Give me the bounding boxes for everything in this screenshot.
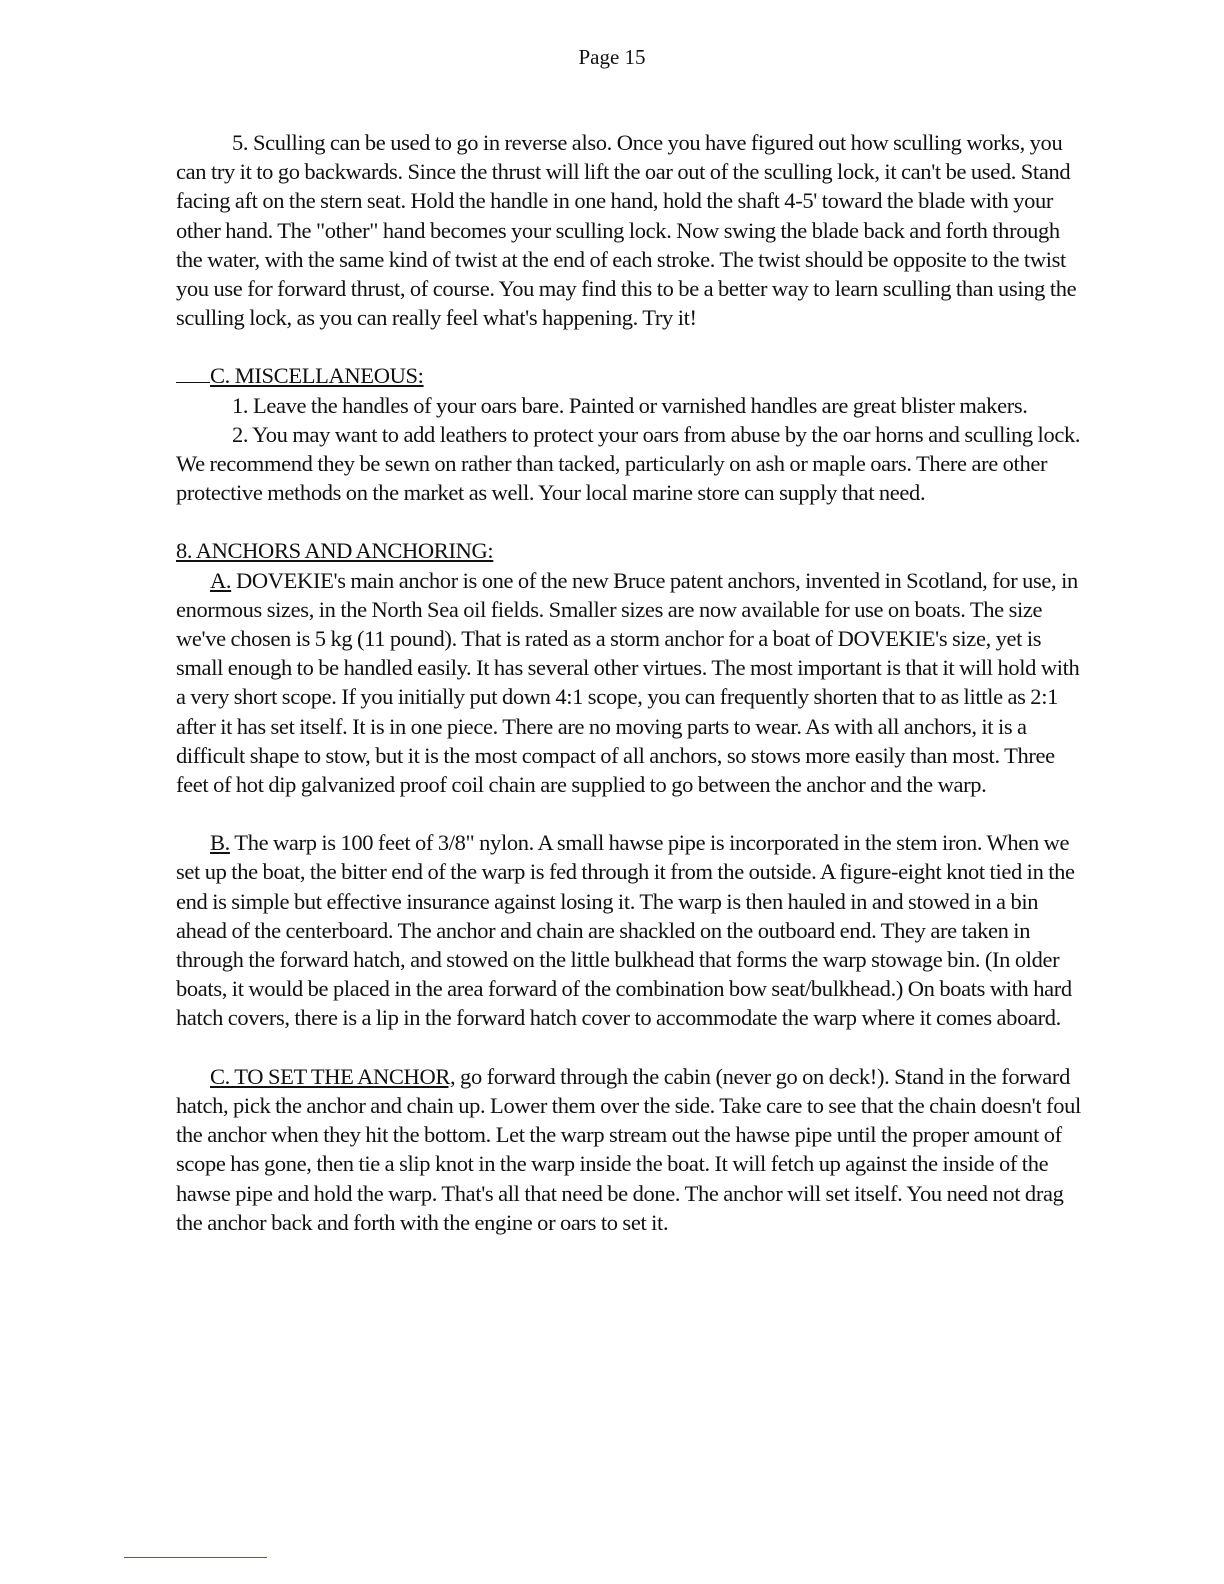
anchors-paragraph-c [176, 1062, 1082, 1237]
anchors-heading-line [176, 536, 1082, 565]
anchors-a-label: A. [210, 567, 232, 593]
anchors-paragraph-b [176, 828, 1082, 1032]
miscellaneous-heading-line [176, 361, 1082, 390]
spacer [176, 799, 1082, 828]
anchors-b-text: The warp is 100 feet of 3/8" nylon. A small hawse pipe is incorporated in the stem iron. When we set up the boat, the bitter end of the warp is fed through it from the outside. A figure-eight knot tied in the end is simple but effective insurance against losing it. The warp is then hauled in and stowed in a bin ahead of the centerboard. The anchor and chain are shackled on the outboard end. They are taken in through the forward hatch, and stowed on the little bulkhead that forms the warp stowage bin. (In older boats, it would be placed in the area forward of the combination bow seat/bulkhead.) On boats with hard hatch covers, there is a lip in the forward hatch cover to accommodate the warp where it comes aboard. [176, 830, 1075, 1031]
anchors-a-text: DOVEKIE's main anchor is one of the new Bruce patent anchors, invented in Scotland, for use, in enormous sizes, in the North Sea oil fields. Smaller sizes are now available for use on boats. The size we've chosen is 5 kg (11 pound). That is rated as a storm anchor for a boat of DOVEKIE's size, yet is small enough to be handled easily. It has several other virtues. The most important is that it will hold with a very short scope. If you initially put down 4:1 scope, you can frequently shorten that to as little as 2:1 after it has set itself. It is in one piece. There are no moving parts to wear. As with all anchors, it is a difficult shape to stow, but it is the most compact of all anchors, so stows more easily than most. Three feet of hot dip galvanized proof coil chain are supplied to go between the anchor and the warp. [176, 567, 1080, 798]
anchors-c-text: go forward through the cabin (never go on deck!). Stand in the forward hatch, pick the anchor and chain up. Lower them over the side. Take care to see that the chain doesn't foul the anchor when they hit the bottom. Let the warp stream out the hawse pipe until the proper amount of scope has gone, then tie a slip knot in the warp inside the boat. It will fetch up against the inside of the hawse pipe and hold the warp. That's all that need be done. The anchor will set itself. You need not drag the anchor back and forth with the engine or oars to set it. [176, 1063, 1081, 1235]
footnote-separator-rule [124, 1557, 267, 1558]
anchors-c-label: C. TO SET THE ANCHOR, [210, 1063, 456, 1089]
spacer [176, 332, 1082, 361]
anchors-b-label: B. [210, 830, 230, 856]
spacer [176, 507, 1082, 536]
document-body [176, 128, 1082, 1237]
anchors-paragraph-a [176, 566, 1082, 800]
page-number: Page 15 [578, 45, 646, 69]
anchors-heading: 8. ANCHORS AND ANCHORING: [176, 538, 494, 564]
miscellaneous-heading: C. MISCELLANEOUS: [210, 363, 424, 389]
sculling-paragraph-5: 5. Sculling can be used to go in reverse also. Once you have figured out how sculling works, you can try it to go backwards. Since the thrust will lift the oar out of the sculling lock, it can't be used. Stand facing aft on the stern seat. Hold the handle in one hand, hold the shaft 4-5' toward the blade with your other hand. The "other" hand becomes your sculling lock. Now swing the blade back and forth through the water, with the same kind of twist at the end of each stroke. The twist should be opposite to the twist you use for forward thrust, of course. You may find this to be a better way to learn sculling than using the sculling lock, as you can really feel what's happening. Try it! [176, 130, 1077, 331]
miscellaneous-item-2: 2. You may want to add leathers to protect your oars from abuse by the oar horns and sculling lock. We recommend they be sewn on rather than tacked, particularly on ash or maple oars. There are other protective methods on the market as well. Your local marine store can supply that need. [176, 421, 1081, 506]
miscellaneous-item-1: 1. Leave the handles of your oars bare. Painted or varnished handles are great blister makers. [232, 392, 1028, 418]
spacer [176, 1033, 1082, 1062]
